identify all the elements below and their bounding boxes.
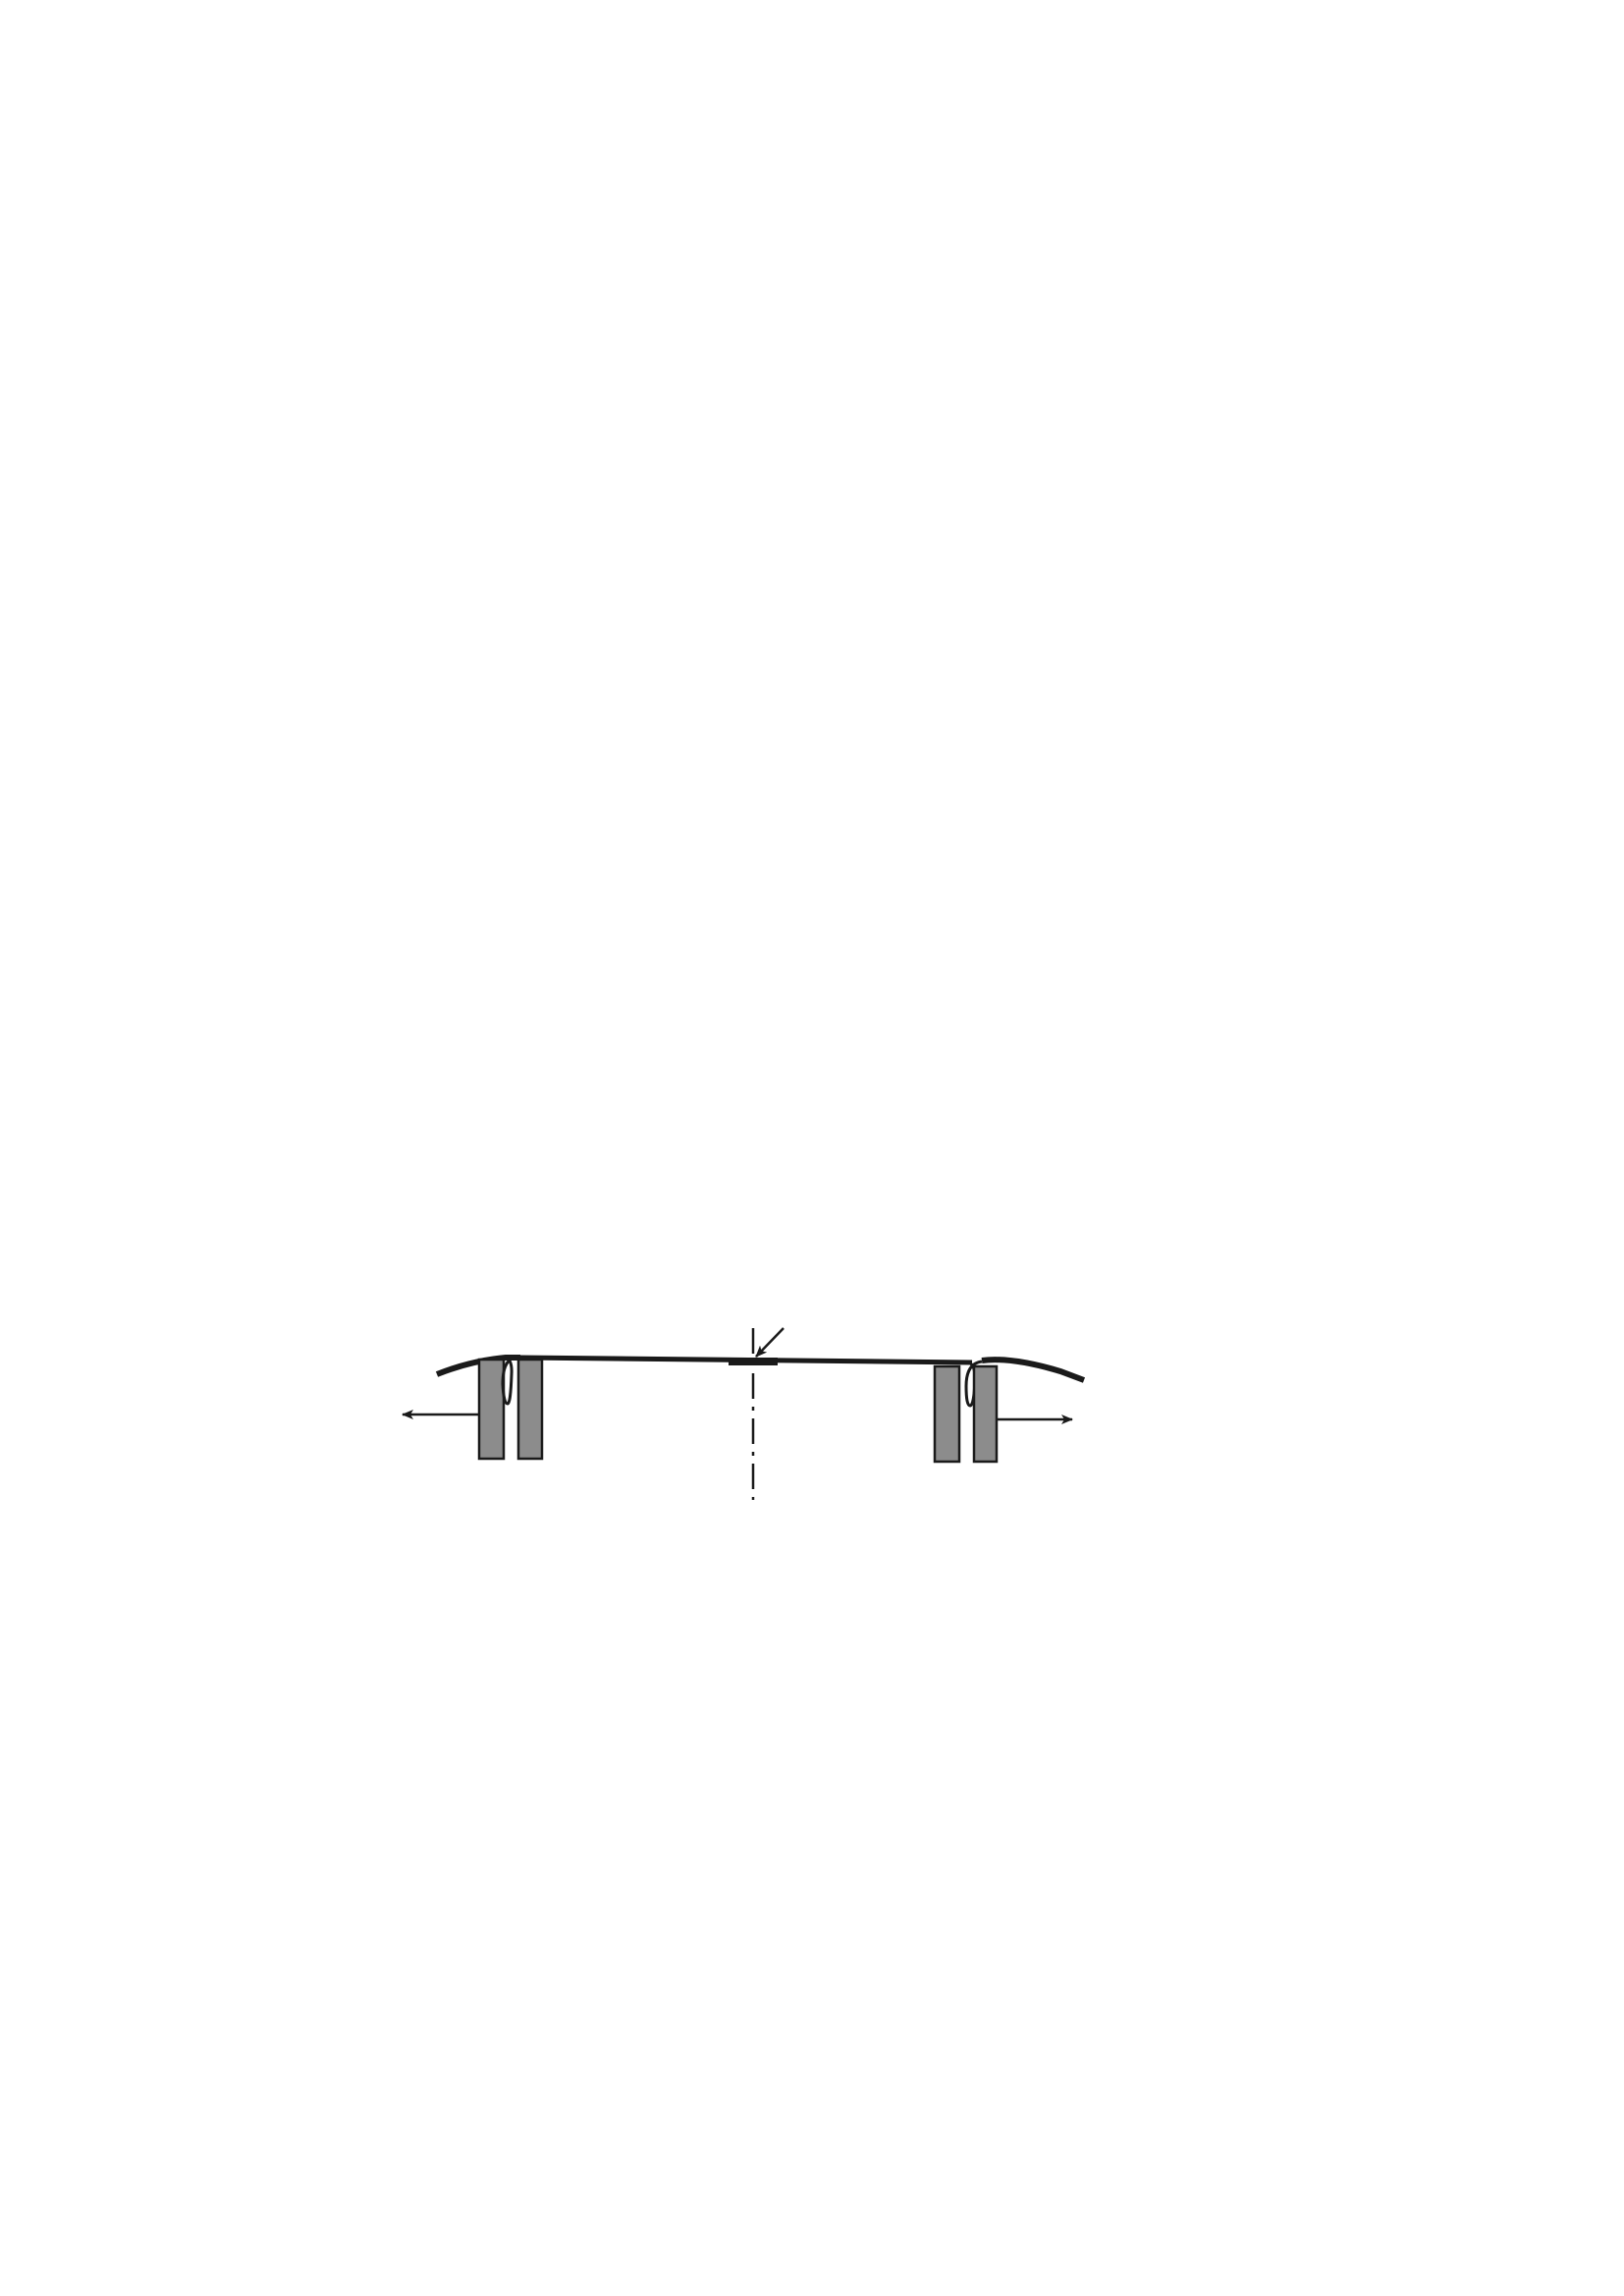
top-diagram <box>403 1328 1084 1500</box>
seam-top <box>729 1358 778 1365</box>
jaw-right-outer <box>974 1366 997 1462</box>
clamp-diagram <box>373 1296 1198 1924</box>
jaw-right-inner <box>935 1366 959 1462</box>
figure-13-clamp-arrangement <box>373 1296 1198 1924</box>
seam-pointer-arrow <box>756 1328 784 1357</box>
jaw-left-outer <box>479 1360 504 1459</box>
jaw-left-inner <box>518 1360 542 1459</box>
